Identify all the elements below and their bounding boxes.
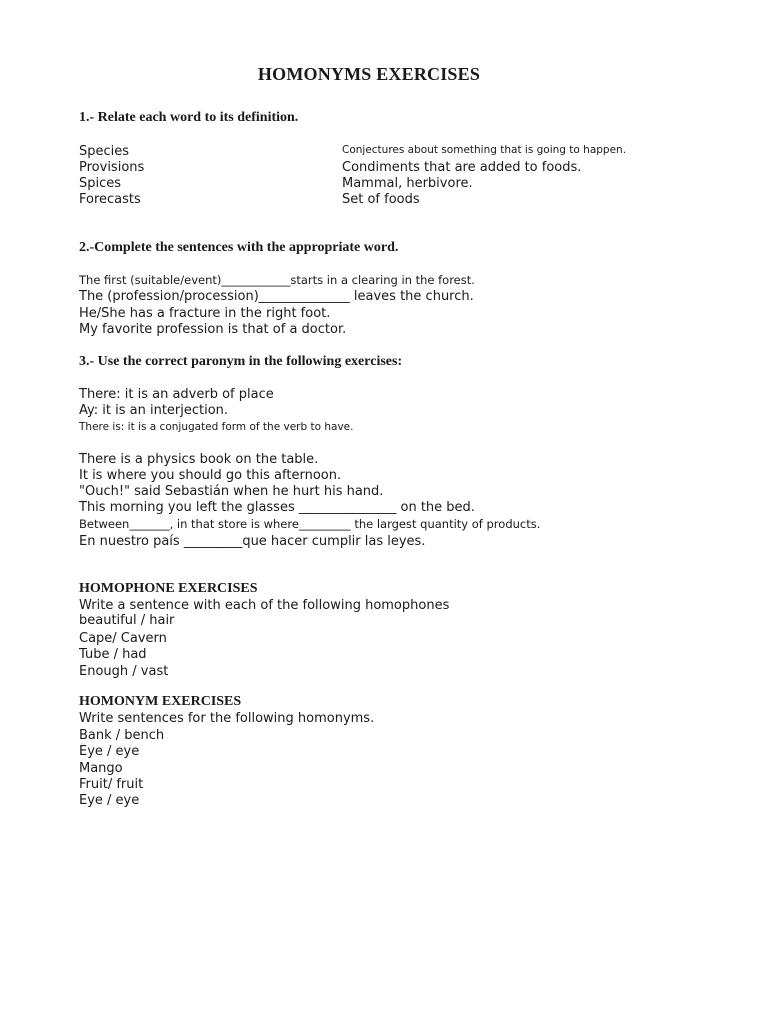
word-item: Forecasts — [79, 192, 141, 207]
definition-item: Conjectures about something that is going to happen. — [342, 144, 627, 156]
sentence-line: The first (suitable/event)____________starts in a clearing in the forest. — [79, 273, 475, 287]
sentence-line: My favorite profession is that of a doctor. — [79, 322, 347, 337]
definition-item: Condiments that are added to foods. — [342, 160, 582, 175]
homophone-heading: HOMOPHONE EXERCISES — [79, 581, 258, 596]
homonym-item: Mango — [79, 761, 123, 776]
paronym-sentence: It is where you should go this afternoon. — [79, 468, 342, 483]
word-item: Spices — [79, 176, 122, 191]
paronym-definition: Ay: it is an interjection. — [79, 403, 229, 418]
homophone-instruction: Write a sentence with each of the following homophones — [79, 598, 450, 613]
homophone-item: beautiful / hair — [79, 613, 175, 628]
section2-heading: 2.-Complete the sentences with the appropriate word. — [79, 240, 399, 255]
paronym-definition: There is: it is a conjugated form of the verb to have. — [79, 421, 354, 433]
section3-heading: 3.- Use the correct paronym in the following exercises: — [79, 354, 403, 369]
homonym-item: Fruit/ fruit — [79, 777, 144, 792]
paronym-sentence: Between_______, in that store is where_________ the largest quantity of products. — [79, 517, 541, 531]
paronym-sentence: En nuestro país _________que hacer cumplir las leyes. — [79, 534, 426, 549]
definition-item: Set of foods — [342, 192, 420, 207]
paronym-sentence: "Ouch!" said Sebastián when he hurt his hand. — [79, 484, 384, 499]
paronym-sentence: There is a physics book on the table. — [79, 452, 319, 467]
homonym-heading: HOMONYM EXERCISES — [79, 694, 242, 709]
definition-item: Mammal, herbivore. — [342, 176, 473, 191]
paronym-sentence: This morning you left the glasses _______________ on the bed. — [79, 500, 475, 515]
homophone-item: Tube / had — [79, 647, 147, 662]
sentence-line: The (profession/procession)______________ leaves the church. — [79, 289, 474, 304]
word-item: Provisions — [79, 160, 145, 175]
homonym-item: Eye / eye — [79, 793, 140, 808]
page-title: HOMONYMS EXERCISES — [257, 64, 481, 84]
homonym-item: Bank / bench — [79, 728, 165, 743]
homophone-item: Enough / vast — [79, 664, 169, 679]
word-item: Species — [79, 144, 130, 159]
sentence-line: He/She has a fracture in the right foot. — [79, 306, 331, 321]
paronym-definition: There: it is an adverb of place — [79, 387, 274, 402]
homophone-item: Cape/ Cavern — [79, 631, 167, 646]
homonym-item: Eye / eye — [79, 744, 140, 759]
homonym-instruction: Write sentences for the following homonyms. — [79, 711, 375, 726]
section1-heading: 1.- Relate each word to its definition. — [79, 110, 299, 125]
